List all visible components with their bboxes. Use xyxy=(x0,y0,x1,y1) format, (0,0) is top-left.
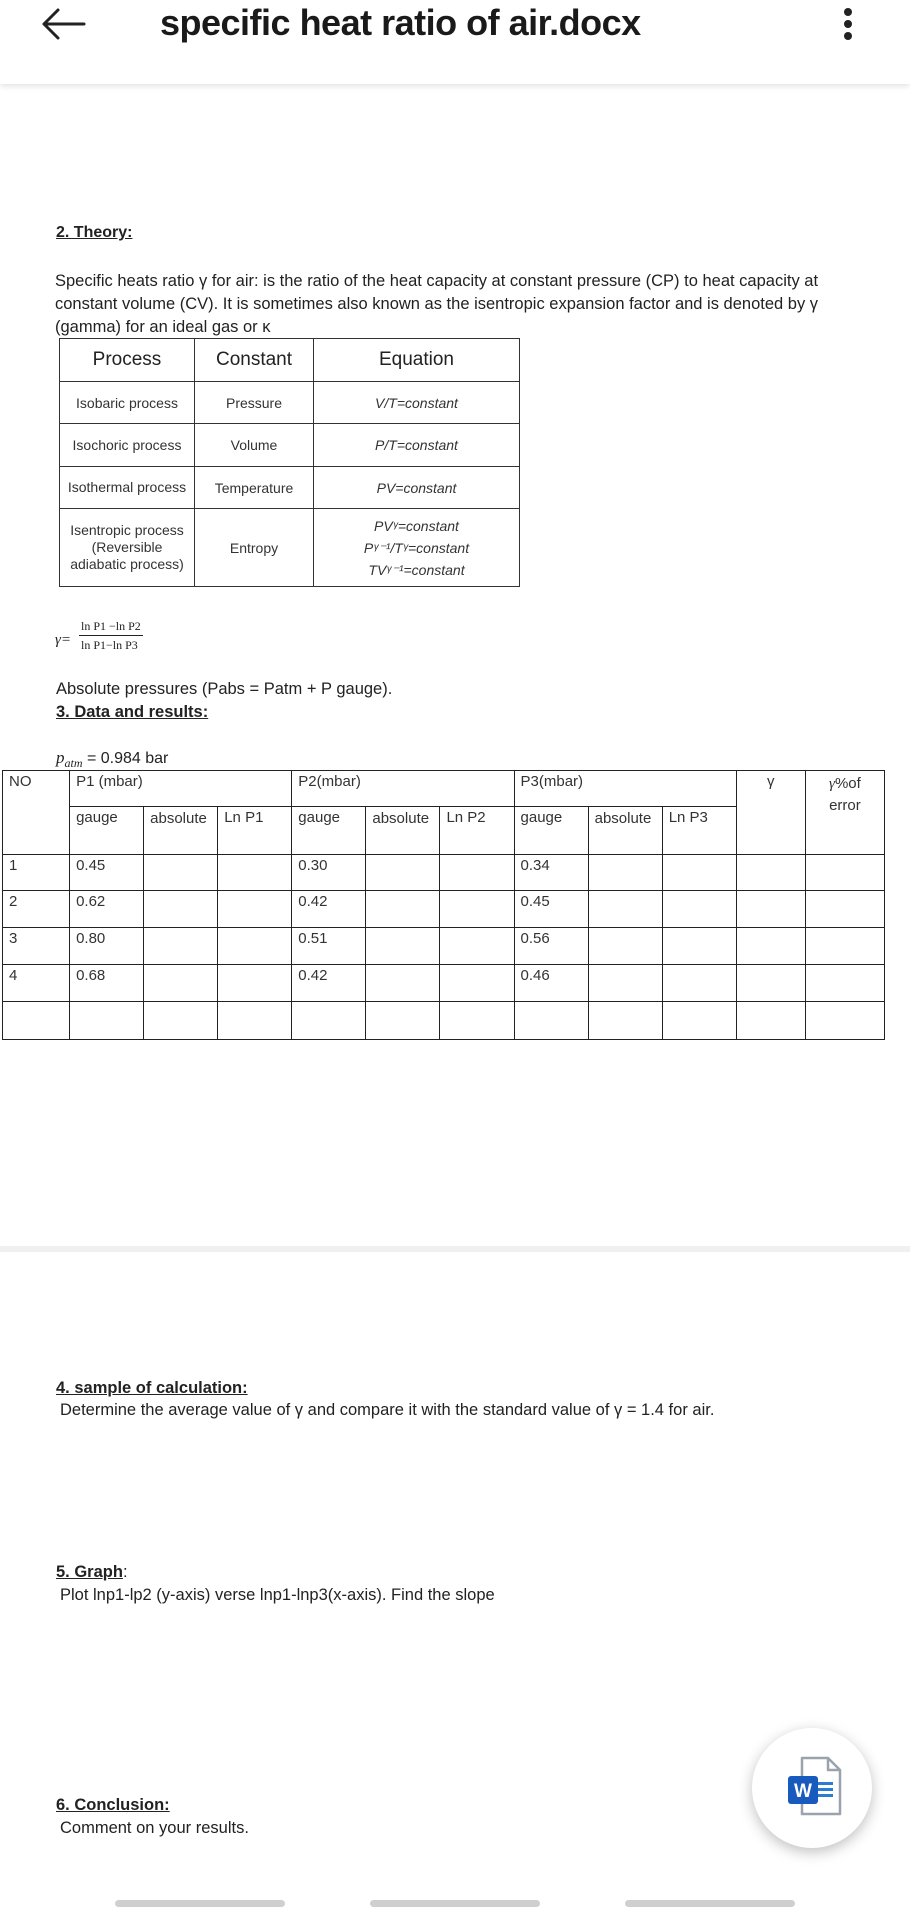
table-row xyxy=(3,928,885,965)
equation-cell: PV=constant xyxy=(314,467,520,509)
equation-line: TVᵞ⁻¹=constant xyxy=(368,561,465,578)
row-number: 2 xyxy=(3,891,70,928)
row-number: 4 xyxy=(3,965,70,1002)
graph-text: Plot lnp1-lp2 (y-axis) verse lnp1-lnp3(x-axis). Find the slope xyxy=(60,1586,495,1604)
nav-pill-left[interactable] xyxy=(115,1900,285,1907)
conclusion-text: Comment on your results. xyxy=(60,1819,249,1837)
constant-cell: Pressure xyxy=(195,382,314,424)
p1-gauge-cell: 0.80 xyxy=(70,928,144,965)
sample-text: Determine the average value of γ and compare it with the standard value of γ = 1.4 for air. xyxy=(60,1401,715,1419)
sample-heading: 4. sample of calculation: xyxy=(56,1379,248,1397)
theory-heading: 2. Theory: xyxy=(56,224,133,241)
p2-gauge-cell: 0.42 xyxy=(292,965,366,1002)
process-cell: Isentropic process (Reversible adiabatic process) xyxy=(60,509,195,587)
equation-cell: V/T=constant xyxy=(314,382,520,424)
patm-label xyxy=(56,748,168,771)
graph-heading: 5. Graph xyxy=(56,1563,123,1581)
p1-gauge-cell: 0.62 xyxy=(70,891,144,928)
table-row xyxy=(60,509,520,587)
gauge-header: gauge xyxy=(514,807,588,855)
patm-subscript: atm xyxy=(64,756,83,771)
back-button[interactable] xyxy=(36,4,92,44)
no-header: NO xyxy=(3,771,70,855)
row-number: 3 xyxy=(3,928,70,965)
nav-pill-center[interactable] xyxy=(370,1900,540,1907)
p3-header: P3(mbar) xyxy=(514,771,736,807)
equation-header: Equation xyxy=(314,339,520,382)
table-row xyxy=(3,855,885,891)
error-header xyxy=(805,771,884,855)
ln-p2-header: Ln P2 xyxy=(440,807,514,855)
ln-p3-header: Ln P3 xyxy=(662,807,736,855)
patm-value: = 0.984 bar xyxy=(82,750,169,767)
p1-gauge-cell: 0.68 xyxy=(70,965,144,1002)
equation-cell xyxy=(314,509,520,587)
p3-gauge-cell: 0.34 xyxy=(514,855,588,891)
table-row xyxy=(60,467,520,509)
p2-gauge-cell: 0.42 xyxy=(292,891,366,928)
equation-cell: P/T=constant xyxy=(314,424,520,467)
row-number: 1 xyxy=(3,855,70,891)
table-row xyxy=(60,382,520,424)
constant-cell: Temperature xyxy=(195,467,314,509)
p2-gauge-cell: 0.51 xyxy=(292,928,366,965)
formula-numerator: ln P1 −ln P2 xyxy=(79,619,143,636)
process-cell: Isochoric process xyxy=(60,424,195,467)
document-title: specific heat ratio of air.docx xyxy=(160,2,641,43)
error-header-symbol: γ xyxy=(829,776,835,792)
gamma-header: γ xyxy=(736,771,805,855)
graph-colon: : xyxy=(122,1563,128,1581)
more-vertical-icon xyxy=(844,8,852,16)
absolute-header: absolute xyxy=(366,807,440,855)
formula-denominator: ln P1−ln P3 xyxy=(81,638,138,652)
patm-symbol: p xyxy=(56,748,65,767)
theory-paragraph: Specific heats ratio γ for air: is the ratio of the heat capacity at constant pressure (CP) to heat capacity at constant volume (CV). It is sometimes also known as the isentropic expansion factor and is denoted by γ (gamma) for an ideal gas or κ xyxy=(55,272,819,336)
constant-cell: Volume xyxy=(195,424,314,467)
table-row xyxy=(60,424,520,467)
p1-header: P1 (mbar) xyxy=(70,771,292,807)
process-cell: Isobaric process xyxy=(60,382,195,424)
table-row xyxy=(3,891,885,928)
p3-gauge-cell: 0.45 xyxy=(514,891,588,928)
graph-heading-line xyxy=(56,1563,128,1582)
p1-gauge-cell: 0.45 xyxy=(70,855,144,891)
process-header: Process xyxy=(60,339,195,382)
data-results-heading: 3. Data and results: xyxy=(56,703,209,721)
p3-gauge-cell: 0.56 xyxy=(514,928,588,965)
p2-header: P2(mbar) xyxy=(292,771,514,807)
app-bar xyxy=(0,0,910,84)
open-in-word-button[interactable] xyxy=(752,1728,872,1848)
equation-line: Pᵞ⁻¹/Tᵞ=constant xyxy=(363,539,470,556)
conclusion-heading: 6. Conclusion: xyxy=(56,1796,170,1814)
gauge-header: gauge xyxy=(70,807,144,855)
table-row xyxy=(3,965,885,1002)
more-options-button[interactable] xyxy=(830,4,866,44)
word-letter: W xyxy=(794,1781,812,1802)
absolute-pressure-note: Absolute pressures (Pabs = Patm + P gauge). xyxy=(56,680,393,698)
gauge-header: gauge xyxy=(292,807,366,855)
ln-p1-header: Ln P1 xyxy=(218,807,292,855)
constant-header: Constant xyxy=(195,339,314,382)
error-header-text: %of error xyxy=(829,775,861,814)
p3-gauge-cell: 0.46 xyxy=(514,965,588,1002)
process-table xyxy=(59,338,520,587)
back-arrow-icon xyxy=(36,4,92,44)
process-cell: Isothermal process xyxy=(60,467,195,509)
gamma-symbol: γ= xyxy=(55,632,72,648)
word-app-icon xyxy=(752,1728,872,1848)
nav-pill-right[interactable] xyxy=(625,1900,795,1907)
document-page-1 xyxy=(0,84,910,1244)
equation-line: PVᵞ=constant xyxy=(374,517,459,534)
p2-gauge-cell: 0.30 xyxy=(292,855,366,891)
absolute-header: absolute xyxy=(144,807,218,855)
constant-cell: Entropy xyxy=(195,509,314,587)
absolute-header: absolute xyxy=(588,807,662,855)
table-row xyxy=(3,1002,885,1040)
data-table xyxy=(2,770,885,1040)
